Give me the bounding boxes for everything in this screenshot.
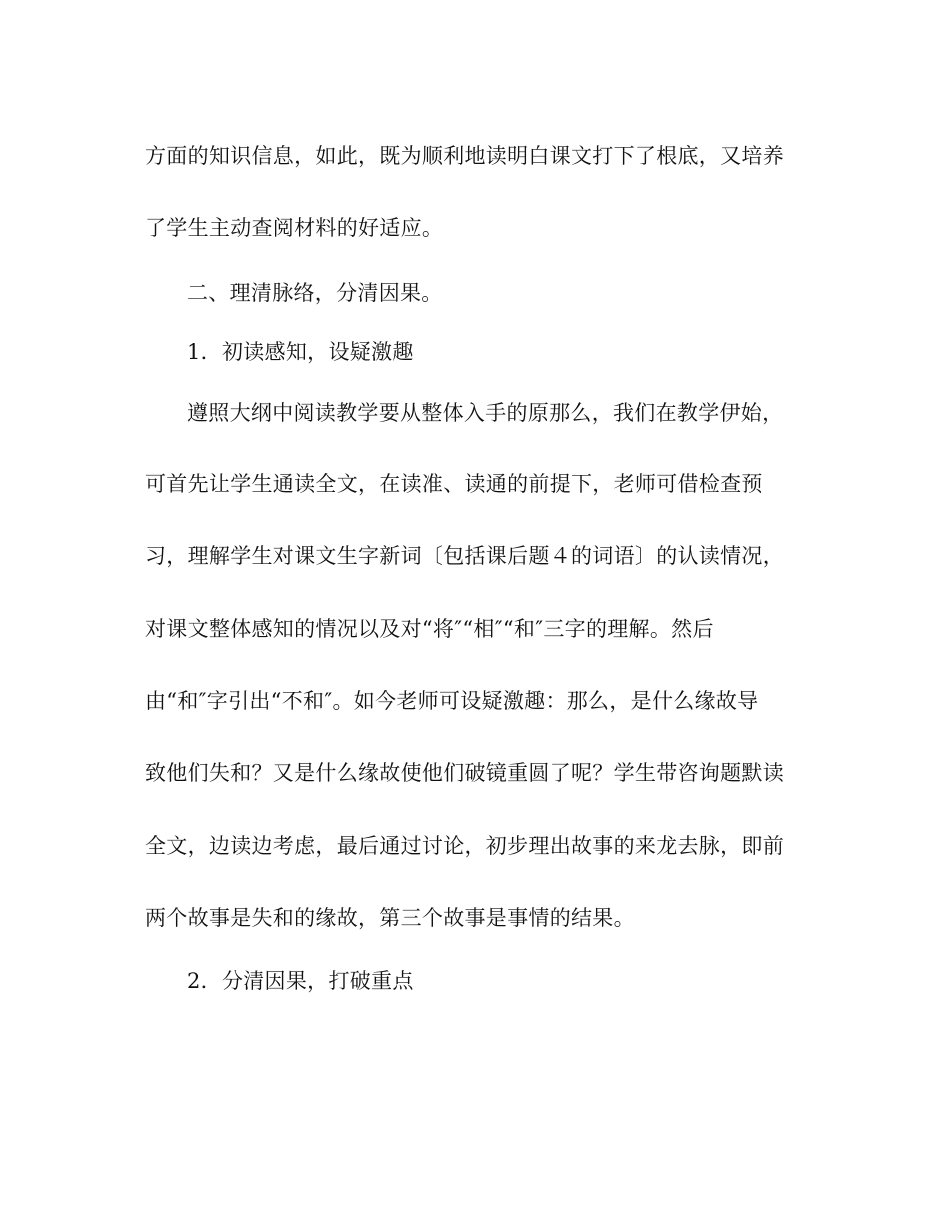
paragraph-line: 可首先让学生通读全文，在读准、读通的前提下，老师可借检查预: [145, 472, 763, 496]
paragraph-line: 方面的知识信息，如此，既为顺利地读明白课文打下了根底，又培养: [145, 144, 784, 168]
paragraph-line: 两个故事是失和的缘故，第三个故事是事情的结果。: [145, 906, 635, 930]
paragraph-line: 全文，边读边考虑，最后通过讨论，初步理出故事的来龙去脉，即前: [145, 834, 784, 858]
subsection-heading: 1．初读感知，设疑激趣: [187, 340, 414, 364]
subsection-heading: 2．分清因果，打破重点: [187, 969, 414, 993]
paragraph-line: 习，理解学生对课文生字新词〔包括课后题４的词语〕的认读情况，: [145, 544, 784, 568]
paragraph-line: 由“和″字引出“不和″。如今老师可设疑激趣：那么，是什么缘故导: [145, 689, 759, 713]
paragraph-line: 致他们失和？又是什么缘故使他们破镜重圆了呢？学生带咨询题默读: [145, 761, 784, 785]
section-heading: 二、理清脉络，分清因果。: [187, 281, 443, 305]
paragraph-line: 对课文整体感知的情况以及对“将″“相″“和″三字的理解。然后: [145, 617, 714, 641]
paragraph-line: 了学生主动查阅材料的好适应。: [145, 216, 444, 240]
paragraph-line: 遵照大纲中阅读教学要从整体入手的原那么，我们在教学伊始，: [187, 401, 784, 425]
